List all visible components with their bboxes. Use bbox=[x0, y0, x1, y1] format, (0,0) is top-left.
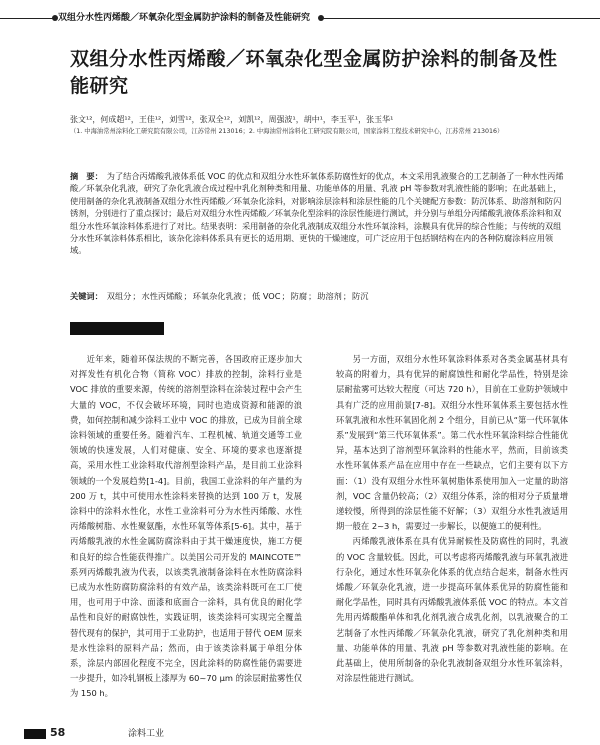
keyword: 防沉 bbox=[352, 291, 369, 301]
abstract bbox=[70, 170, 566, 257]
paper-title: 双组分水性丙烯酸／环氧杂化型金属防护涂料的制备及性能研究 bbox=[70, 48, 558, 97]
header-rule-right bbox=[322, 18, 600, 19]
body-paragraph: 另一方面，双组分水性环氧涂料体系对各类金属基材具有较高的附着力，具有优异的耐腐蚀性和耐化学品性，特别是涂层耐盐雾可达较大程度（可达 720 h），目前在工业防护领域中具有广泛的应用前景[7-8]。双组分水性环氧体系主要包括水性环氧乳液和水性环氧固化剂 2 个组分，目前已从“第一代环氧体系”发展到“第三代环氧体系”。第二代水性环氧涂料综合性能优异，基本达到了溶剂型环氧涂料的性能水平，然而，目前该类水性环氧体系产品在应用中存在一些缺点，它们主要有以下方面：（1）没有双组分水性环氧树脂体系使用加入一定量的助溶剂，VOC 含量仍较高；（2）双组分体系，涂的相对分子质量增递较慢，所得到的涂层性能不好解；（3）双组分水性乳液适用期一般在 2~3 h，需要过一步解长，以便施工的便利性。 bbox=[336, 354, 568, 532]
abstract-label: 摘 要： bbox=[70, 171, 103, 181]
page-number: 58 bbox=[50, 726, 66, 739]
keywords: 关键词： 双组分；水性丙烯酸；环氧杂化乳液；低 VOC；防腐；助溶剂；防沉 bbox=[70, 291, 369, 301]
body-paragraph: 丙烯酸乳液体系在具有优异耐候性及防腐性的同时，乳液的 VOC 含量较低。因此，可以考虑将丙烯酸乳液与环氧乳液进行杂化，通过水性环氧杂化体系的优点结合起来，制备水性丙烯酸／环氧杂化乳液，进一步提高环氧体系优异的防腐性能和耐化学品性，同时具有丙烯酸乳液体系低 VOC 的特点。本文首先用丙烯酸酯单体和乳化剂乳液合成乳化剂，以乳液聚合的工艺制备了水性丙烯酸／环氧杂化乳液，研究了乳化剂种类和用量、功能单体的用量、乳液 pH 等参数对乳液性能的影响。在此基础上，使用所制备的杂化乳液制备双组分水性环氧涂料，对涂层性能进行测试。 bbox=[336, 536, 568, 684]
keyword: 水性丙烯酸 bbox=[141, 291, 183, 301]
body-column-left bbox=[70, 352, 302, 702]
body-column-right bbox=[336, 352, 568, 686]
keyword: 环氧杂化乳液 bbox=[192, 291, 242, 301]
keyword: 双组分 bbox=[106, 291, 132, 301]
keyword: 低 VOC bbox=[252, 291, 281, 301]
body-paragraph: 近年来，随着环保法规的不断完善，各国政府正逐步加大对挥发性有机化合物（简称 VOC）排放的控制，涂料行业是 VOC 排放的重要来源，传统的溶剂型涂料在涂装过程中会产生大量的 VOC，不仅会破坏环境，同时也造成资源和能源的浪费，如何控制和减少涂料工业中 VOC 的排放，已成为目前全球涂料领域的重要任务。随着汽车、工程机械、轨道交通等工业领域的快速发展，人们对健康、安全、环境的要求也逐渐提高，采用水性工业涂料取代溶剂型涂料产品，是目前工业涂料领域的一个发展趋势[1-4]。目前，我国工业涂料的年产量约为 200 万 t，其中可使用水性涂料来替换的达到 100 万 t，发展涂料中的涂料水性化，水性工业涂料可分为水性丙烯酸、水性丙烯酸树脂、水性聚氨酯，水性环氧等体系[5-6]。其中，基于丙烯酸乳液的水性金属防腐涂料由于其干燥速度快，施工方便和良好的综合性能获得推广。以美国公司开发的 MAINCOTE™ 系列丙烯酸乳液为代表，以该类乳液制备涂料在水性防腐涂料已成为水性防腐防腐涂料的有效产品，该类涂料既可在工厂使用，也可用于中涂、面漆和底面合一涂料，具有优良的耐化学品性和良好的耐腐蚀性，实践证明，该类涂料可实现完全覆盖替代现有的保护，其可用于工业防护，也适用于替代 OEM 原来是水性涂料的原料产品；然而，由于该类涂料属于单组分体系，涂层内部固化程度不完全，因此涂料的防腐性能仍需要进一步提升，如冷轧钢板上漆厚为 60~70 μm 的涂层耐盐雾性仅为 150 h。 bbox=[70, 354, 302, 699]
affiliation: （1. 中海油常州涂料化工研究院有限公司，江苏常州 213016；2. 中海油常州涂料化工研究院有限公司，国家涂料工程技术研究中心，江苏常州 213016） bbox=[70, 128, 504, 135]
abstract-text: 为了结合丙烯酸乳液体系低 VOC 的优点和双组分水性环氧体系防腐性好的优点，本文采用乳液聚合的工艺制备了一种水性丙烯酸／环氧杂化乳液，研究了杂化乳液合成过程中乳化剂种类和用量、功能单体的用量、乳液 pH 等参数对乳液性能的影响；在此基础上，使用制备的杂化乳液制备双组分水性丙烯酸／环氧杂化涂料，对影响涂层涂料和涂层性能的几个关键配方参数：防沉体系、助溶剂和防闪锈剂，分别进行了重点探讨；最后对双组分水性丙烯酸／环氧杂化型涂料的涂层性能进行测试，并分别与单组分丙烯酸乳液体系涂料和双组分水性环氧涂料体系进行了对比。结果表明：采用制备的杂化乳液制成双组分水性环氧涂料，涂膜具有优异的综合性能；与传统的双组分水性环氧涂料体系相比，该杂化涂料体系具有更长的适用期、更快的干燥速度，可广泛应用于包括钢结构在内的各种防腐涂料应用领域。 bbox=[70, 171, 564, 256]
author-list: 张文¹²，何成超¹²，王佳¹²，刘雪¹²，张双全¹²，刘凯¹²，周强波¹，胡中¹，李玉平¹，张玉华¹ bbox=[70, 115, 394, 124]
footer-mark bbox=[24, 729, 46, 739]
running-header-text: 双组分水性丙烯酸／环氧杂化型金属防护涂料的制备及性能研究 bbox=[58, 13, 311, 23]
keyword: 防腐 bbox=[290, 291, 308, 301]
keywords-label: 关键词： bbox=[70, 291, 103, 301]
running-header bbox=[0, 10, 600, 26]
keyword: 助溶剂 bbox=[317, 291, 342, 301]
journal-name: 涂料工业 bbox=[128, 729, 165, 739]
section-divider-bar bbox=[70, 322, 164, 335]
header-rule-left bbox=[0, 18, 54, 19]
